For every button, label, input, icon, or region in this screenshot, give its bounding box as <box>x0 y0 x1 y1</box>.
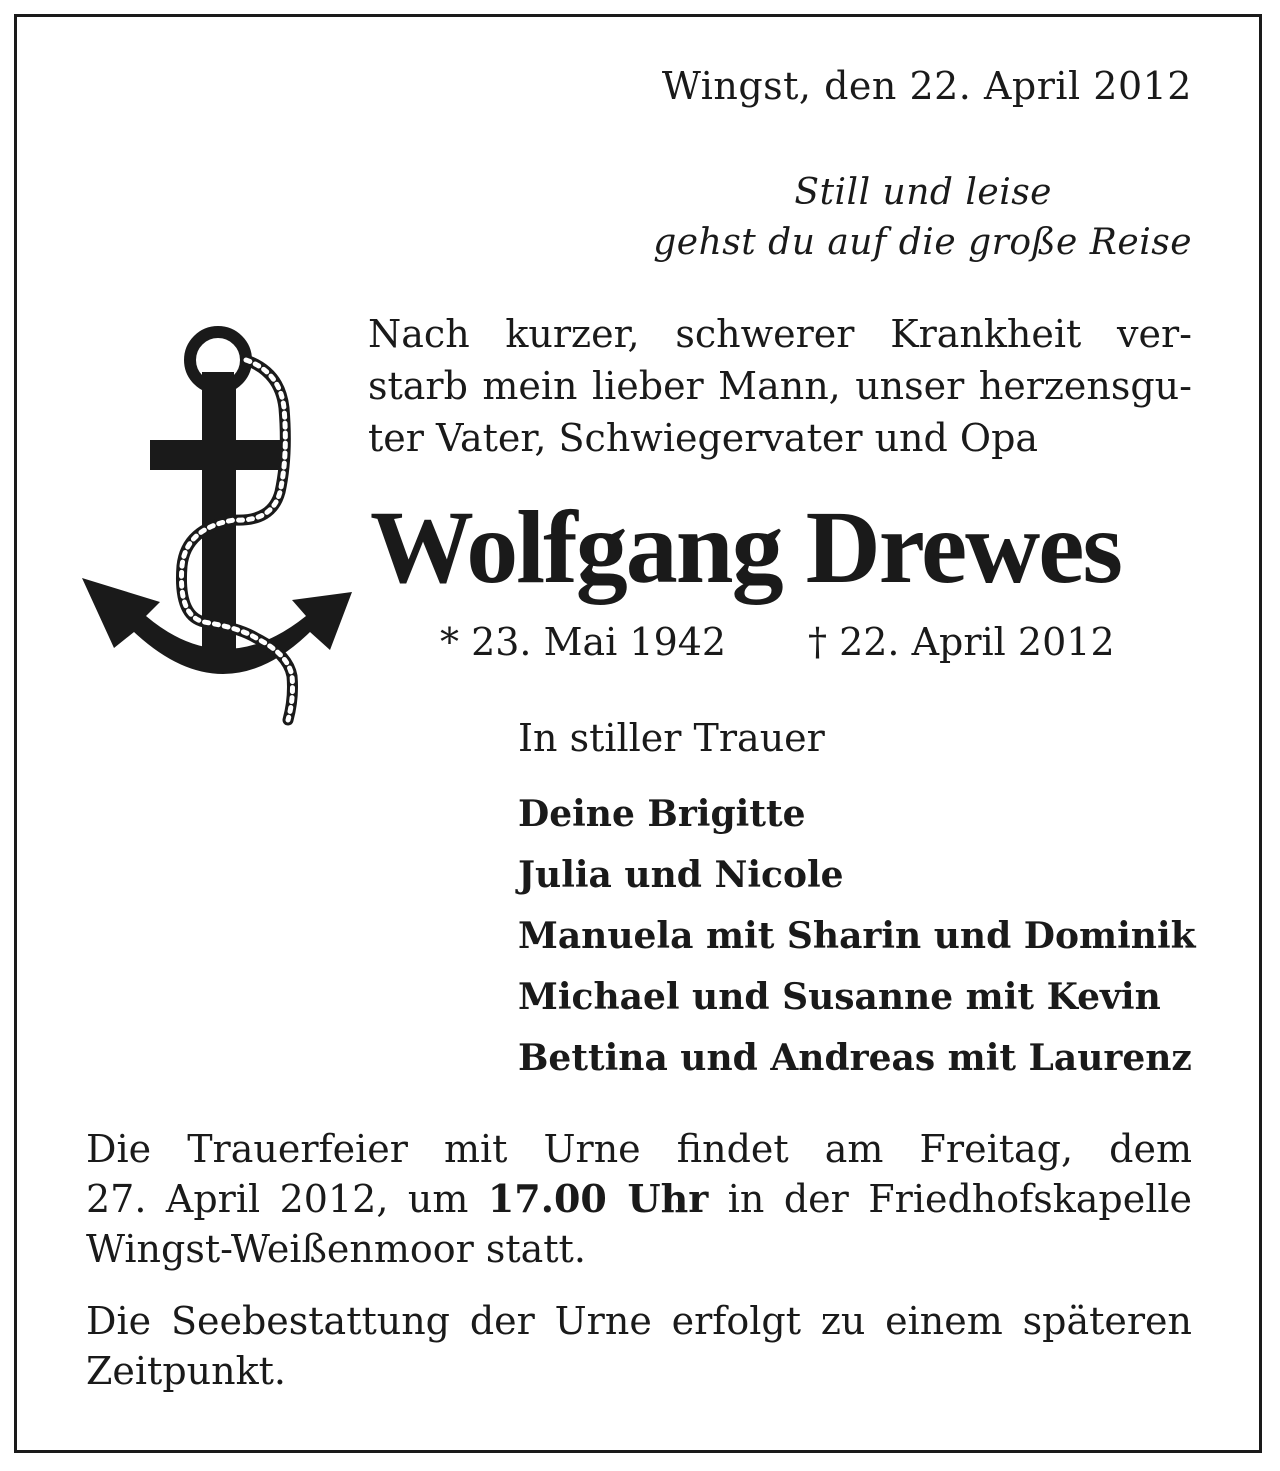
poem-line-1: Still und leise <box>794 172 1052 213</box>
birth-date: * 23. Mai 1942 <box>440 620 727 664</box>
intro-line-3: ter Vater, Schwiegervater und Opa <box>368 416 1039 460</box>
sea-burial-line-2: Zeitpunkt. <box>86 1349 286 1393</box>
funeral-time: 17.00 Uhr <box>487 1176 709 1221</box>
sea-burial-info <box>86 1296 1192 1396</box>
funeral-line-1: Die Trauerfeier mit Urne findet am Freitag, dem <box>86 1127 1192 1171</box>
poem-line-2: gehst du auf die große Reise <box>653 222 1192 263</box>
funeral-info <box>86 1124 1192 1274</box>
death-date: † 22. April 2012 <box>808 620 1115 664</box>
family-member: Manuela mit Sharin und Dominik <box>518 915 1196 957</box>
family-list <box>518 784 1196 1089</box>
funeral-line-2 <box>86 1174 1192 1224</box>
intro-line-2: starb mein lieber Mann, unser herzensgu- <box>368 364 1192 408</box>
funeral-line-3: Wingst-Weißenmoor statt. <box>86 1227 586 1271</box>
poem <box>653 168 1192 268</box>
family-member: Deine Brigitte <box>518 793 806 835</box>
funeral-date-text: 27. April 2012, um <box>86 1177 488 1221</box>
deceased-name: Wolfgang Drewes <box>370 490 1121 605</box>
mourning-heading: In stiller Trauer <box>518 716 825 760</box>
anchor-icon <box>74 316 356 728</box>
sea-burial-line-1: Die Seebestattung der Urne erfolgt zu einem späteren <box>86 1299 1192 1343</box>
intro-text <box>368 308 1192 464</box>
family-member: Julia und Nicole <box>518 854 844 896</box>
funeral-place-text: in der Friedhofskapelle <box>708 1177 1192 1221</box>
date-line: Wingst, den 22. April 2012 <box>661 64 1192 108</box>
family-member: Michael und Susanne mit Kevin <box>518 976 1161 1018</box>
family-member: Bettina und Andreas mit Laurenz <box>518 1037 1192 1079</box>
intro-line-1: Nach kurzer, schwerer Krankheit ver- <box>368 312 1192 356</box>
